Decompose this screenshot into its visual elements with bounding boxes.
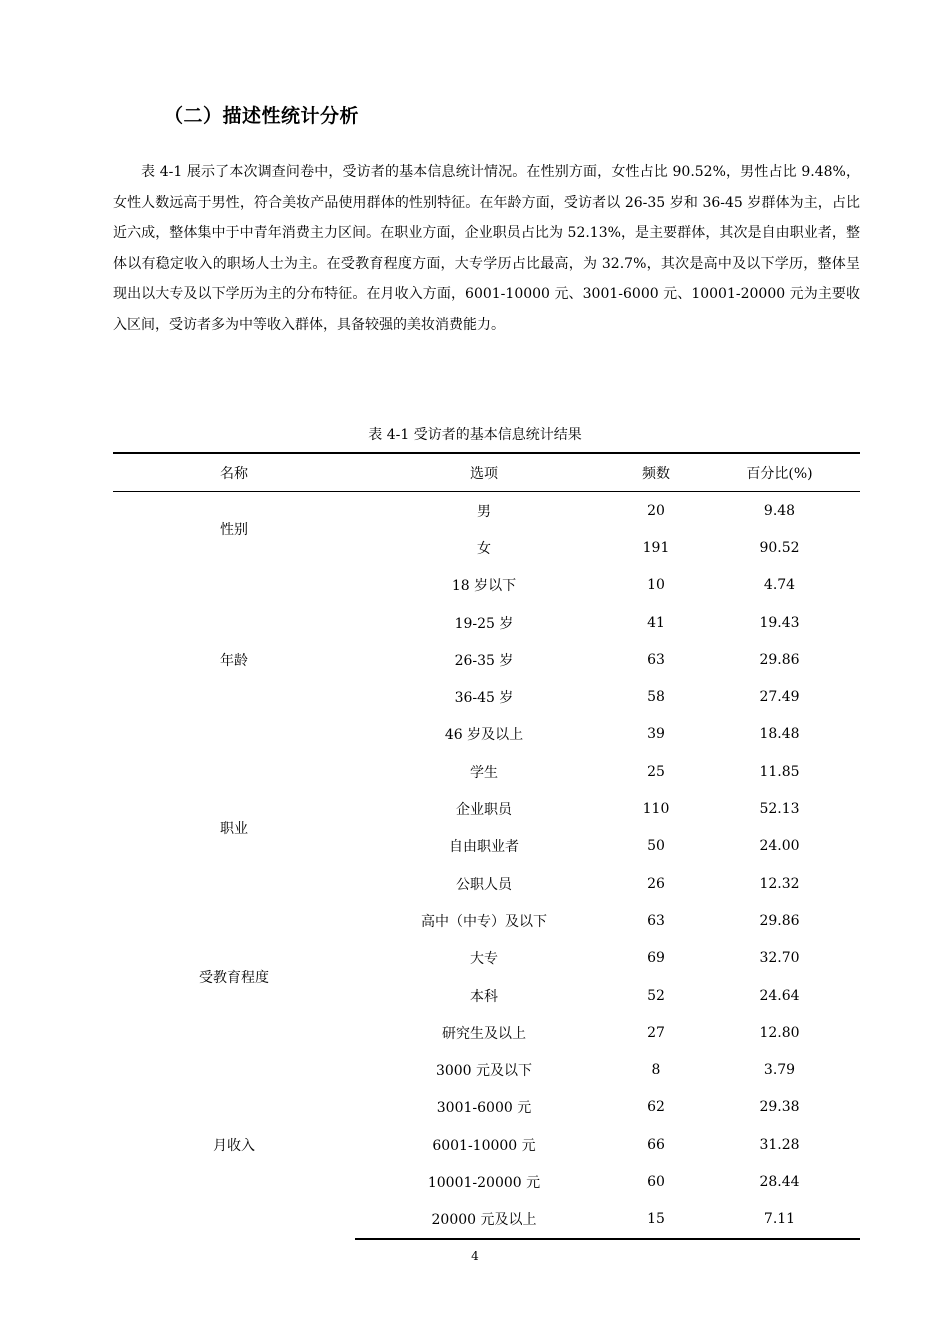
table-header-row [113,453,860,492]
percent-cell: 29.86 [759,651,800,668]
frequency-cell: 63 [647,912,665,929]
frequency-cell: 63 [647,651,665,668]
percent-cell: 4.74 [763,577,796,594]
frequency-cell: 25 [647,763,665,780]
header-option: 选项 [355,453,613,492]
header-name: 名称 [113,453,355,492]
table-row [113,753,860,790]
category-name-cell: 性别 [220,522,248,539]
frequency-cell: 50 [647,838,665,855]
option-cell: 公职人员 [456,876,512,893]
table-caption: 表 4-1 受访者的基本信息统计结果 [368,427,582,443]
option-cell: 高中（中专）及以下 [421,913,547,930]
percent-cell: 29.38 [759,1099,800,1116]
option-cell: 3001-6000 元 [436,1100,532,1117]
percent-cell: 29.86 [759,912,800,929]
option-cell: 3000 元及以下 [435,1063,533,1080]
frequency-cell: 26 [647,875,665,892]
table-row [113,902,860,939]
section-heading: （二）描述性统计分析 [164,105,360,127]
frequency-cell: 110 [642,801,670,818]
option-cell: 学生 [470,764,498,781]
body-paragraph: 表 4-1 展示了本次调查问卷中，受访者的基本信息统计情况。在性别方面，女性占比 90.52%，男性占比 9.48%，女性人数远高于男性，符合美妆产品使用群体的性别特征。在年龄方面，受访者以 26-35 岁和 36-45 岁群体为主，占比近六成，整体集中于中青年消费主力区间。在职业方面，企业职员占比为 52.13%，是主要群体，其次是自由职业者，整体以有稳定收入的职场人士为主。在受教育程度方面，大专学历占比最高，为 32.7%，其次是高中及以下学历，整体呈现出以大专及以下学历为主的分布特征。在月收入方面，6001-10000 元、3001-6000 元、10001-20000 元为主要收入区间，受访者多为中等收入群体，具备较强的美妆消费能力。 [113,164,860,333]
option-cell: 36-45 岁 [454,690,514,707]
frequency-cell: 41 [647,614,665,631]
option-cell: 本科 [470,988,498,1005]
option-cell: 46 岁及以上 [444,727,524,744]
percent-cell: 31.28 [759,1136,800,1153]
category-name-cell: 月收入 [213,1138,255,1155]
frequency-cell: 39 [647,726,665,743]
frequency-cell: 66 [647,1136,665,1153]
frequency-cell: 15 [613,1201,699,1239]
page-number: 4 [471,1249,479,1263]
category-name-cell: 受教育程度 [199,969,269,986]
frequency-cell: 58 [647,689,665,706]
percent-cell: 9.48 [763,502,796,519]
percent-cell: 27.49 [759,689,800,706]
option-cell: 男 [477,503,491,520]
option-cell: 自由职业者 [449,839,519,856]
option-cell: 大专 [470,951,498,968]
option-cell: 研究生及以上 [442,1025,526,1042]
frequency-cell: 191 [642,539,670,556]
percent-cell: 19.43 [759,614,800,631]
percent-cell: 28.44 [759,1173,800,1190]
header-percent: 百分比(%) [699,453,860,492]
frequency-cell: 20 [647,502,665,519]
option-cell: 6001-10000 元 [432,1137,536,1154]
option-cell: 女 [477,540,491,557]
percent-cell: 90.52 [759,539,800,556]
table-row [113,492,860,530]
percent-cell: 52.13 [759,801,800,818]
option-cell: 企业职员 [456,802,512,819]
frequency-cell: 69 [647,950,665,967]
option-cell: 26-35 岁 [454,652,514,669]
table-row [113,1051,860,1088]
percent-cell: 18.48 [759,726,800,743]
percent-cell: 12.32 [759,875,800,892]
percent-cell: 24.64 [759,987,800,1004]
percent-cell: 24.00 [759,838,800,855]
table-row [113,567,860,604]
option-cell: 10001-20000 元 [427,1174,541,1191]
header-frequency: 频数 [613,453,699,492]
frequency-cell: 60 [647,1173,665,1190]
frequency-cell: 27 [647,1024,665,1041]
statistics-table [113,452,860,1240]
category-name-cell: 年龄 [220,652,248,669]
percent-cell: 11.85 [759,763,800,780]
frequency-cell: 52 [647,987,665,1004]
option-cell: 19-25 岁 [454,615,514,632]
frequency-cell: 62 [647,1099,665,1116]
frequency-cell: 8 [651,1062,661,1079]
category-name-cell: 职业 [220,820,248,837]
percent-cell: 12.80 [759,1024,800,1041]
option-cell: 18 岁以下 [451,578,517,595]
percent-cell: 7.11 [699,1201,860,1239]
frequency-cell: 10 [647,577,665,594]
option-cell: 20000 元及以上 [355,1201,613,1239]
table-body [113,492,860,1239]
percent-cell: 3.79 [763,1062,796,1079]
percent-cell: 32.70 [759,950,800,967]
